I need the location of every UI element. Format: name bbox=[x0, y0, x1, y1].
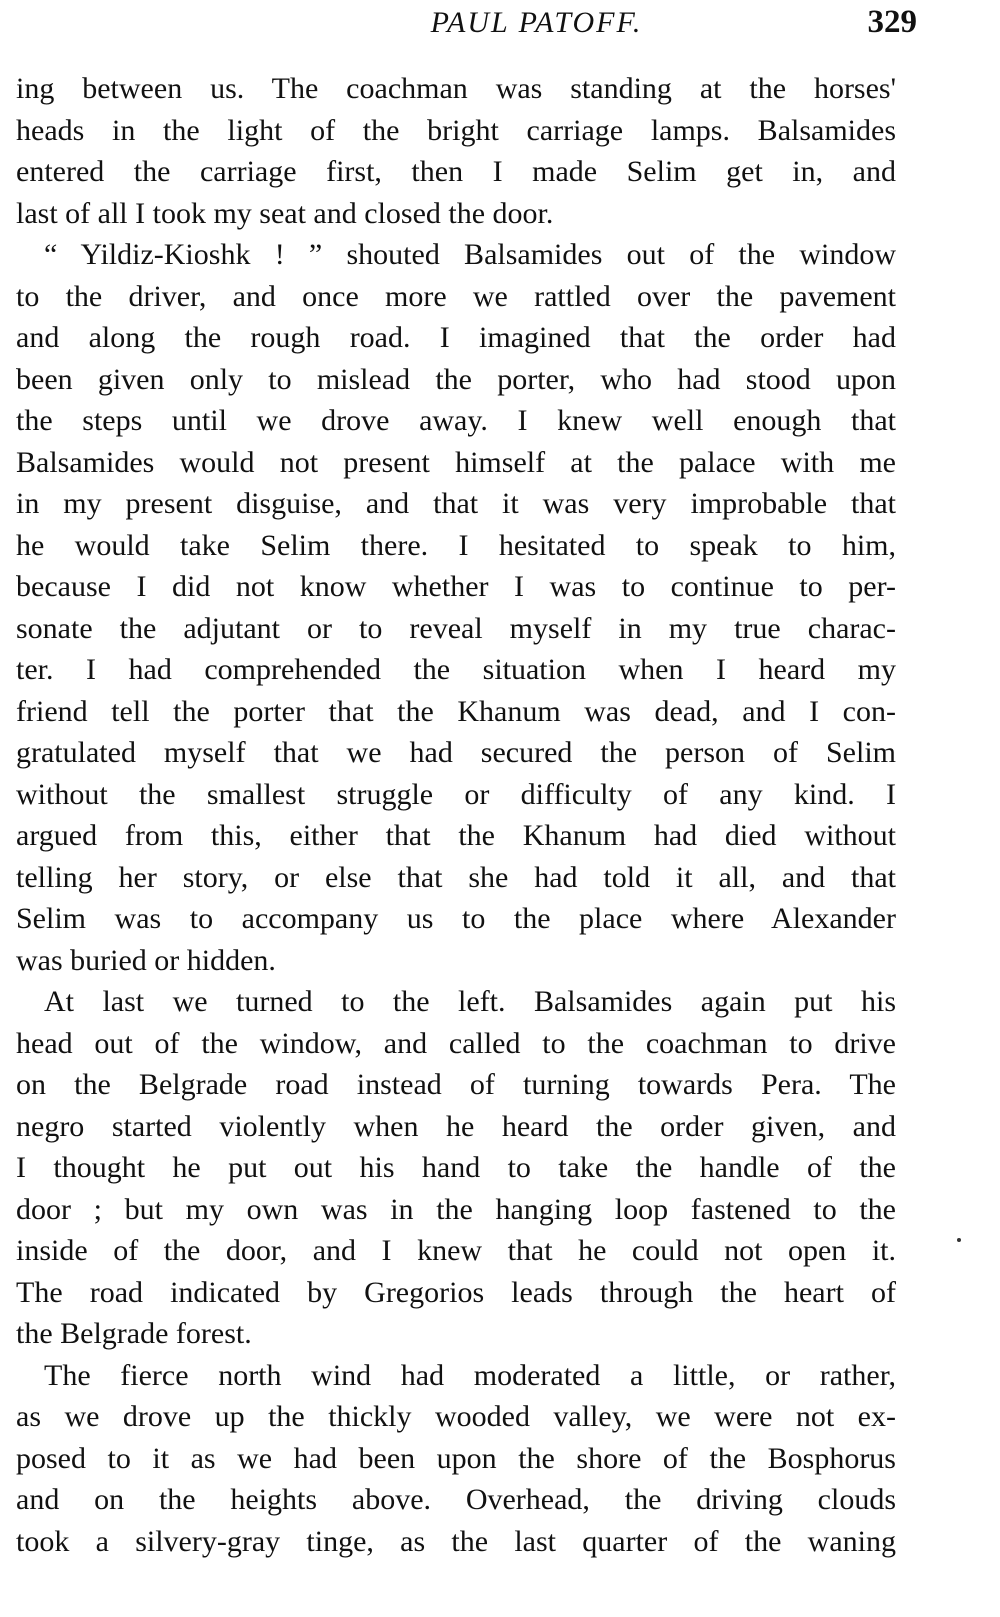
text-line: and along the rough road. I imagined that the order had bbox=[16, 321, 896, 354]
text-line: posed to it as we had been upon the shore of the Bosphorus bbox=[16, 1441, 896, 1475]
text-line: “ Yildiz-Kioshk ! ” shouted Balsamides out of the window bbox=[44, 238, 896, 271]
text-line: friend tell the porter that the Khanum was dead, and I con- bbox=[16, 694, 896, 728]
text-line: been given only to mislead the porter, who had stood upon bbox=[16, 362, 896, 396]
text-line: as we drove up the thickly wooded valley, we were not ex- bbox=[16, 1400, 896, 1433]
text-line: argued from this, either that the Khanum had died without bbox=[16, 819, 896, 852]
text-line: gratulated myself that we had secured the person of Selim bbox=[16, 736, 896, 769]
text-line: to the driver, and once more we rattled over the pavement bbox=[16, 279, 896, 313]
text-line: head out of the window, and called to the coachman to drive bbox=[16, 1026, 896, 1060]
text-line: At last we turned to the left. Balsamides again put his bbox=[44, 985, 896, 1018]
page-header bbox=[18, 4, 917, 48]
paragraph bbox=[16, 981, 896, 1355]
text-line: The fierce north wind had moderated a little, or rather, bbox=[44, 1358, 896, 1392]
ink-speck bbox=[957, 1238, 961, 1242]
text-line: sonate the adjutant or to reveal myself in my true charac- bbox=[16, 611, 896, 645]
paragraph bbox=[16, 68, 896, 234]
text-line: heads in the light of the bright carriage lamps. Balsamides bbox=[16, 113, 896, 147]
text-line: last of all I took my seat and closed the door. bbox=[16, 196, 554, 230]
text-line: entered the carriage first, then I made Selim get in, and bbox=[16, 155, 896, 188]
text-line: and on the heights above. Overhead, the driving clouds bbox=[16, 1483, 896, 1516]
page-number: 329 bbox=[867, 4, 917, 40]
text-line: in my present disguise, and that it was very improbable that bbox=[16, 487, 896, 520]
text-line: on the Belgrade road instead of turning towards Pera. The bbox=[16, 1068, 896, 1101]
text-line: he would take Selim there. I hesitated to speak to him, bbox=[16, 528, 896, 562]
text-line: door ; but my own was in the hanging loop fastened to the bbox=[16, 1192, 896, 1226]
text-line: telling her story, or else that she had told it all, and that bbox=[16, 860, 896, 894]
text-line: Balsamides would not present himself at the palace with me bbox=[16, 445, 896, 479]
text-line: the Belgrade forest. bbox=[16, 1317, 252, 1350]
paragraph bbox=[16, 234, 896, 981]
text-line: without the smallest struggle or difficulty of any kind. I bbox=[16, 777, 896, 811]
text-line: Selim was to accompany us to the place where Alexander bbox=[16, 902, 896, 935]
text-line: inside of the door, and I knew that he could not open it. bbox=[16, 1234, 896, 1267]
text-line: The road indicated by Gregorios leads through the heart of bbox=[16, 1275, 896, 1309]
text-line: ing between us. The coachman was standing at the horses' bbox=[16, 72, 896, 105]
text-line: I thought he put out his hand to take the handle of the bbox=[16, 1151, 896, 1184]
paragraph bbox=[16, 1355, 896, 1563]
text-line: took a silvery-gray tinge, as the last quarter of the waning bbox=[16, 1524, 896, 1558]
running-title: PAUL PATOFF. bbox=[430, 6, 643, 39]
text-line: negro started violently when he heard the order given, and bbox=[16, 1109, 896, 1143]
text-line: the steps until we drove away. I knew well enough that bbox=[16, 404, 896, 437]
text-line: was buried or hidden. bbox=[16, 943, 276, 977]
text-line: ter. I had comprehended the situation when I heard my bbox=[16, 653, 896, 686]
body-text bbox=[16, 68, 896, 1562]
text-line: because I did not know whether I was to continue to per- bbox=[16, 570, 896, 603]
